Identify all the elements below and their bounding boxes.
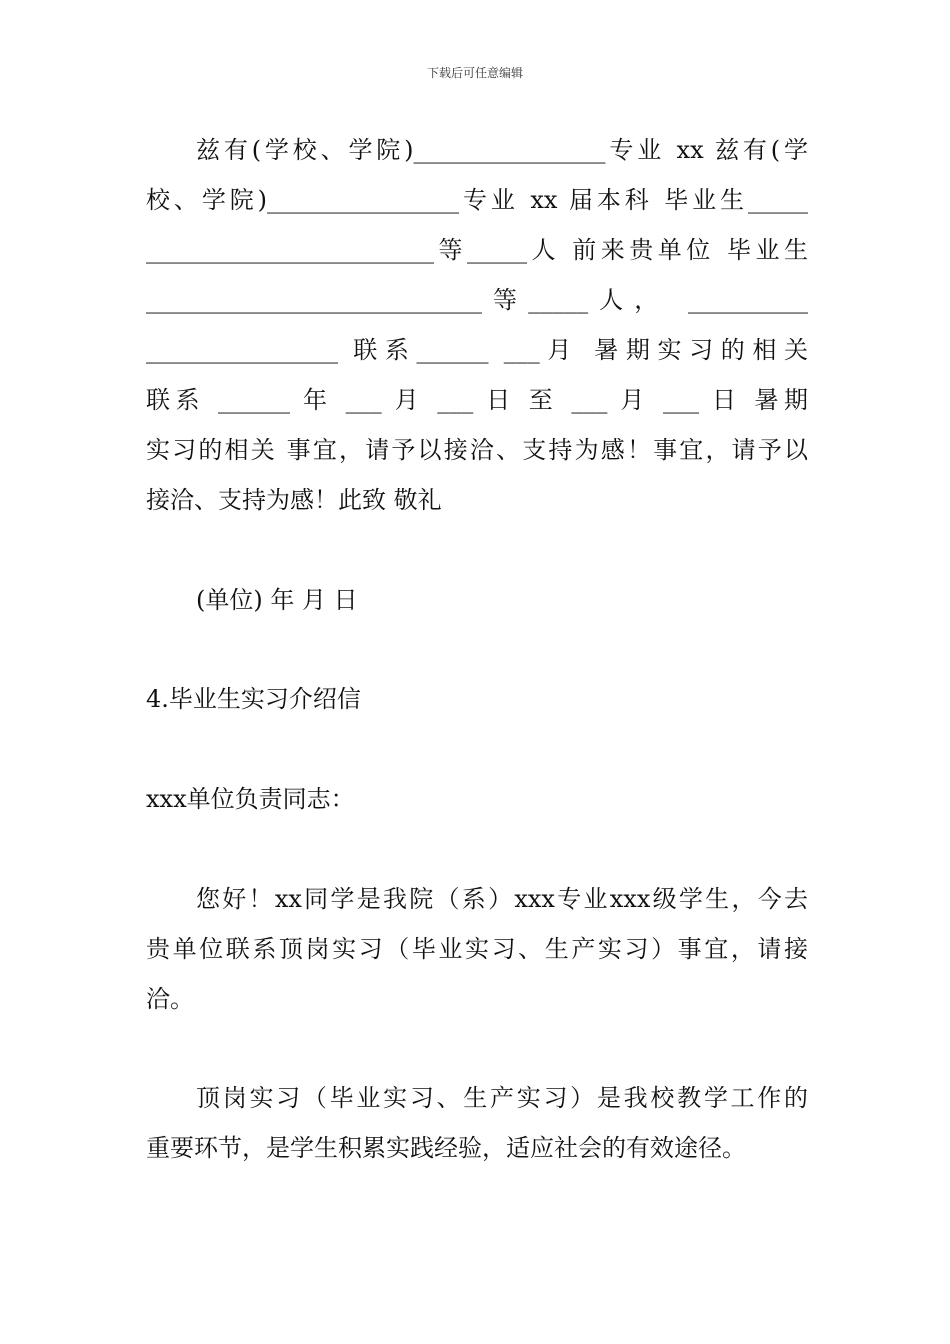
body-line: 接洽、支持为感！此致 敬礼 — [146, 486, 442, 514]
page-header: 下载后可任意编辑 — [426, 66, 523, 80]
body-line: 贵单位联系顶岗实习（毕业实习、生产实习）事宜，请接 — [146, 935, 808, 963]
body-line: ________________________等_____人 前来贵单位 毕业生 — [146, 236, 808, 264]
body-line: 您好！xx同学是我院（系）xxx专业xxx级学生，今去 — [196, 885, 808, 913]
body-line: 实习的相关 事宜，请予以接洽、支持为感！事宜，请予以 — [146, 436, 808, 464]
body-line: 顶岗实习（毕业实习、生产实习）是我校教学工作的 — [196, 1084, 808, 1112]
body-line: 重要环节，是学生积累实践经验，适应社会的有效途径。 — [146, 1134, 746, 1162]
body-line: 兹有(学校、学院)________________专业 xx 兹有(学 — [196, 136, 808, 164]
body-line: 联系 ______ 年 ___ 月 ___ 日 至 ___ 月 ___ 日 暑期 — [146, 386, 808, 414]
salutation: xxx单位负责同志： — [146, 785, 355, 813]
body-line: 洽。 — [146, 985, 194, 1013]
section-heading: 4.毕业生实习介绍信 — [146, 685, 361, 713]
body-line: 校、学院)________________专业 xx 届本科 毕业生_____ — [146, 186, 808, 214]
signature-line: (单位) 年 月 日 — [196, 586, 358, 614]
body-line: ________________ 联系______ ___月 暑期实习的相关 — [146, 336, 808, 364]
body-line: ____________________________等_____人， __________ — [146, 286, 808, 314]
